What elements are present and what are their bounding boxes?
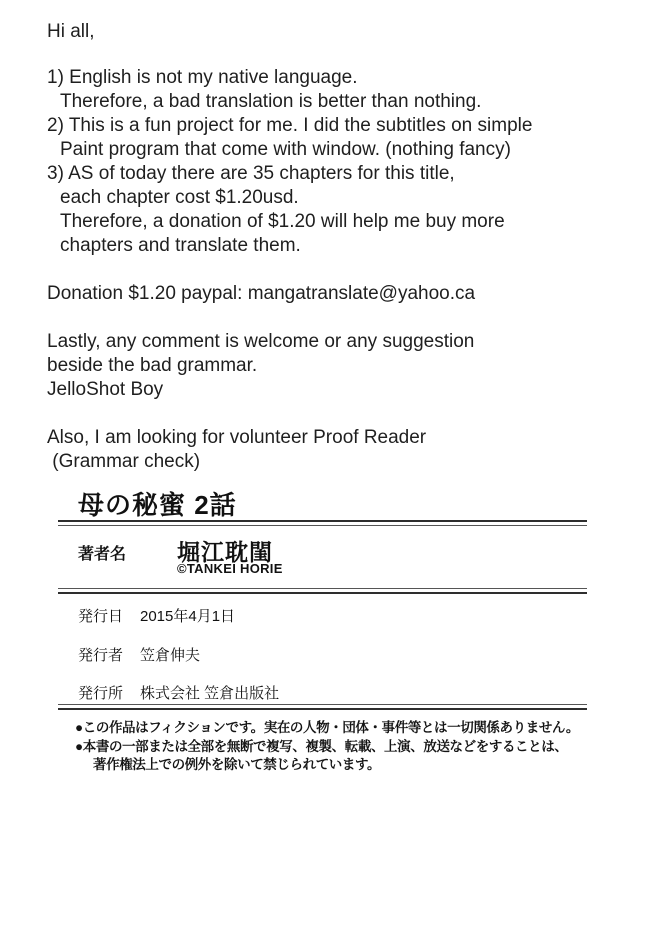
note-closing: [47, 330, 474, 402]
copyright-notice: ©TANKEI HORIE: [177, 561, 283, 576]
donation-paypal-address: Donation $1.20 paypal: mangatranslate@yahoo.ca: [47, 283, 476, 304]
publisher-label: 発行者: [78, 647, 124, 664]
publish-date-value: 2015年4月1日: [140, 608, 236, 625]
note-line-3: 2) This is a fun project for me. I did the subtitles on simple: [47, 115, 533, 136]
translator-signature: JelloShot Boy: [47, 379, 164, 400]
note-line-6: each chapter cost $1.20usd.: [60, 187, 299, 208]
legal-notices: [75, 719, 620, 775]
notice-fiction-disclaimer: ●この作品はフィクションです。実在の人物・団体・事件等とは一切関係ありません。: [75, 720, 579, 735]
note-greeting: [47, 20, 95, 44]
colophon-title: 母の秘蜜 2話: [78, 490, 237, 520]
note-line-8: chapters and translate them.: [60, 235, 301, 256]
notice-copyright-line-2: 著作権法上での例外を除いて禁じられています。: [93, 757, 381, 772]
note-line-2: Therefore, a bad translation is better than nothing.: [60, 91, 482, 112]
author-name: 堀江耽閨: [177, 539, 273, 565]
divider-double-rule-middle: [58, 588, 587, 594]
donation-info: [47, 282, 475, 306]
volunteer-line-1: Also, I am looking for volunteer Proof Reader: [47, 427, 427, 448]
publish-date-label: 発行日: [78, 608, 124, 625]
divider-double-rule-top: [58, 520, 587, 526]
publishing-house-label: 発行所: [78, 685, 124, 702]
note-volunteer-request: [47, 426, 426, 474]
closing-line-2: beside the bad grammar.: [47, 355, 258, 376]
volunteer-line-2: (Grammar check): [47, 451, 201, 472]
divider-double-rule-bottom: [58, 704, 587, 710]
publisher-value: 笠倉伸夫: [140, 647, 201, 664]
greeting-text: Hi all,: [47, 21, 95, 42]
note-line-7: Therefore, a donation of $1.20 will help me buy more: [60, 211, 505, 232]
note-line-4: Paint program that come with window. (nothing fancy): [60, 139, 511, 160]
note-line-1: 1) English is not my native language.: [47, 67, 358, 88]
notice-copyright-line-1: ●本書の一部または全部を無断で複写、複製、転載、上演、放送などをすることは、: [75, 738, 568, 754]
closing-line-1: Lastly, any comment is welcome or any suggestion: [47, 331, 475, 352]
publishing-house-value: 株式会社 笠倉出版社: [140, 685, 280, 702]
note-line-5: 3) AS of today there are 35 chapters for this title,: [47, 163, 455, 184]
note-numbered-list: [47, 66, 532, 258]
author-label: 著者名: [78, 546, 127, 563]
